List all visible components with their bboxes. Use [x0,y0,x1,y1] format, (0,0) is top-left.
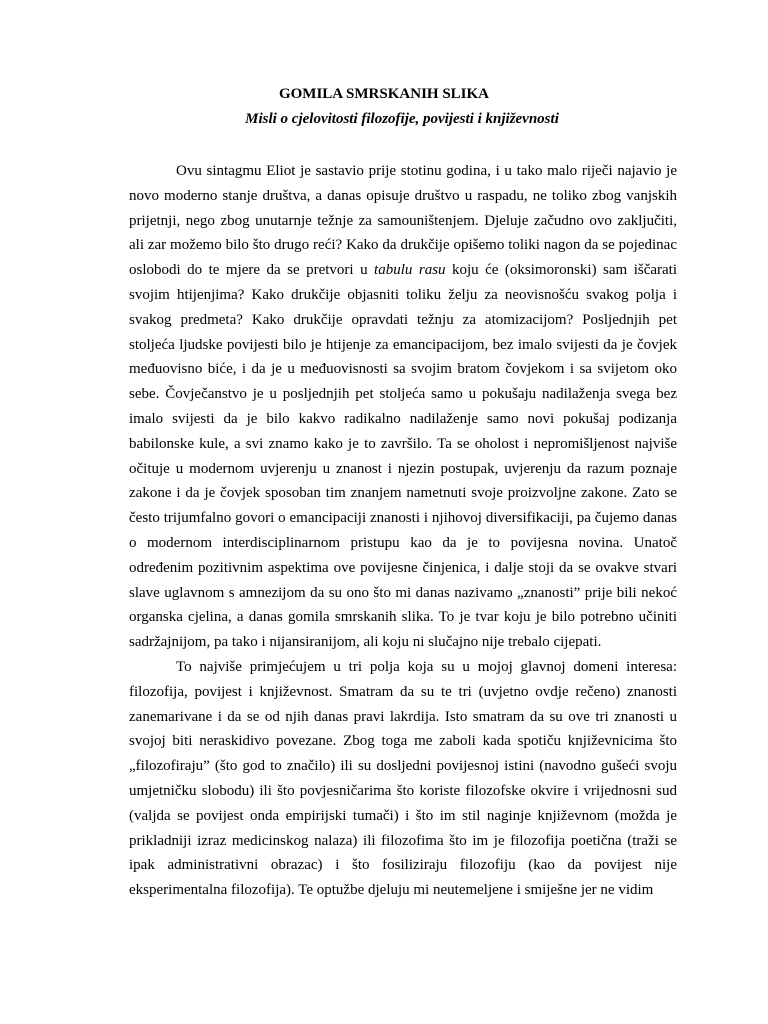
paragraph-1 [129,159,677,655]
document-body [129,159,677,903]
document-title: GOMILA SMRSKANIH SLIKA [278,86,490,102]
paragraph-1-text-start: Ovu sintagmu Eliot je sastavio prije stotinu godina, i u tako malo riječi najavio je novo moderno stanje društva, a danas opisuje društvo u raspadu, ne toliko zbog vanjskih prijetnji, nego zbog unutarnje težnje za samouništenjem. Djeluje začudno ovo zaključiti, ali zar možemo bilo što drugo reći? Kako da drukčije opišemo toliki nagon da se pojedinac oslobodi do te mjere da se pretvori u [129,163,677,279]
document-subtitle: Misli o cjelovitosti filozofije, povijesti i književnosti [245,111,559,127]
paragraph-1-italic-term: tabulu rasu [374,262,446,279]
paragraph-2: To najviše primjećujem u tri polja koja su u mojoj glavnoj domeni interesa: filozofija, povijest i književnost. Smatram da su te tri (uvjetno ovdje rečeno) znanosti zanemarivane i da se od njih danas pravi lakrdija. Isto smatram da su ove tri znanosti u svojoj biti neraskidivo povezane. Zbog toga me zaboli kada spotiču književnicima što „filozofiraju” (što god to značilo) ili su dosljedni povijesnoj istini (navodno gušeći svoju umjetničku slobodu) ili što povjesničarima što koriste filozofske okvire i vrijednosni sud (valjda se povijest onda empirijski tumači) i što im stil naginje književnom (možda je prikladniji izraz medicinskog nalaza) ili filozofima što im je filozofija poetična (traži se ipak administrativni obrazac) i što fosiliziraju filozofiju (kao da povijest nije eksperimentalna filozofija). Te optužbe djeluju mi neutemeljene i smiješne jer ne vidim [129,658,677,899]
paragraph-1-text-end: koju će (oksimoronski) sam iščarati svojim htijenjima? Kako drukčije objasniti toliku želju za neovisnošću svakog polja i svakog predmeta? Kako drukčije opravdati težnju za atomizacijom? Posljednjih pet stoljeća ljudske povijesti bilo je htijenje za emancipacijom, bez imalo svijesti da je čovjek međuovisno biće, i da je u međuovisnosti sa svojim bratom čovjekom i sa svijetom oko sebe. Čovječanstvo je u posljednjih pet stoljeća samo u pokušaju nadilaženja svega bez imalo svijesti da je bilo kakvo radikalno nadilaženje samo novi pokušaj podizanja babilonske kule, a svi znamo kako je to završilo. Ta se oholost i nepromišljenost najviše očituje u modernom uvjerenju u znanost i njezin postupak, uvjerenju da razum poznaje zakone i da je čovjek sposoban tim znanjem nametnuti svoje proizvoljne zakone. Zato se često trijumfalno govori o emancipaciji znanosti i njihovoj diversifikaciji, pa čujemo danas o modernom interdisciplinarnom pristupu kao da je to povijesna novina. Unatoč određenim pozitivnim aspektima ove povijesne činjenica, i dalje stoji da se ovakve stvari slave uglavnom s amnezijom da su ono što mi danas nazivamo „znanosti” prije bili nekoć organska cjelina, a danas gomila smrskanih slika. To je tvar koju je bilo potrebno učiniti sadržajnijom, pa tako i nijansiranijom, ali koju ni slučajno nije trebalo cijepati. [129,262,677,651]
